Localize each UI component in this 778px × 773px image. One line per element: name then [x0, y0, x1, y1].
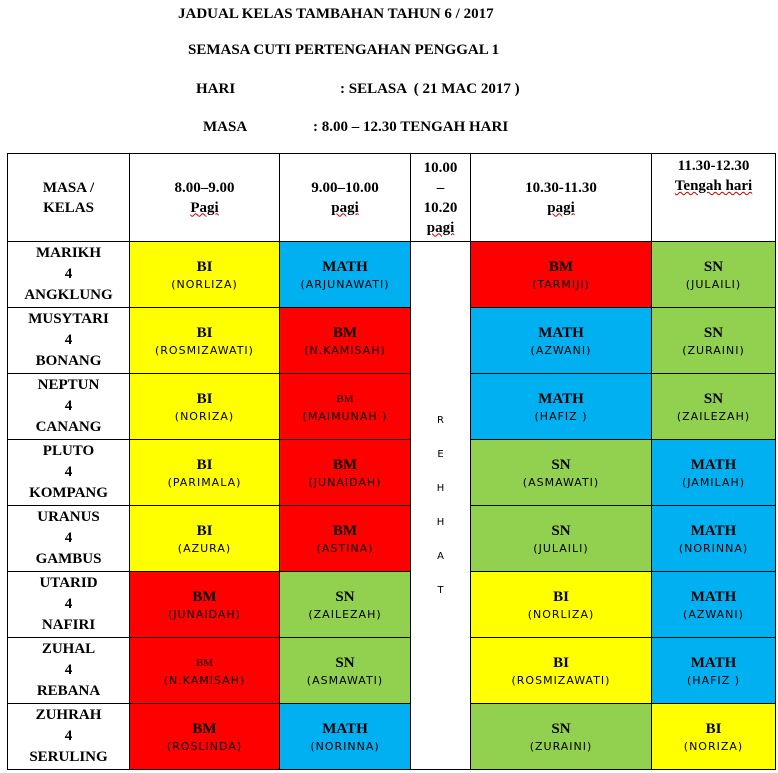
teacher-name: (TARMIJI)	[532, 277, 590, 291]
teacher-name: (HAFIZ )	[687, 673, 740, 687]
class-row	[8, 374, 776, 440]
lesson-cell	[471, 374, 652, 440]
lesson-cell	[280, 308, 411, 374]
class-label-line: 4	[64, 530, 73, 546]
hari-value: : SELASA ( 21 MAC 2017 )	[340, 81, 520, 97]
rehat-letter: H	[436, 482, 445, 494]
class-label-line: ANGKLUNG	[24, 287, 113, 303]
class-label-line: SERULING	[29, 749, 108, 765]
class-name-cell	[8, 572, 130, 638]
class-row	[8, 704, 776, 770]
lesson-cell	[471, 242, 652, 308]
subject-label: SN	[551, 522, 571, 539]
class-label-line: UTARID	[39, 575, 98, 591]
class-name-cell	[8, 506, 130, 572]
lesson-cell	[471, 440, 652, 506]
class-label-line: BONANG	[35, 353, 102, 369]
class-row	[8, 572, 776, 638]
class-label-line: PLUTO	[42, 443, 95, 459]
class-name-cell	[8, 242, 130, 308]
class-label-line: GAMBUS	[35, 551, 102, 567]
class-label-line: 4	[64, 332, 73, 348]
teacher-name: (ZAILEZAH)	[676, 409, 751, 423]
teacher-name: (JUNAIDAH)	[308, 475, 382, 489]
lesson-cell	[652, 242, 776, 308]
teacher-name: (ARJUNAWATI)	[300, 277, 390, 291]
subject-label: MATH	[690, 588, 737, 605]
class-name-cell	[8, 374, 130, 440]
subject-label: MATH	[538, 324, 584, 341]
lesson-cell	[471, 704, 652, 770]
class-name-cell	[8, 308, 130, 374]
lesson-cell	[130, 638, 280, 704]
class-label-line: CANANG	[35, 419, 102, 435]
teacher-name: (NORINNA)	[678, 541, 749, 555]
class-label-line: 4	[64, 596, 73, 612]
lesson-cell	[652, 506, 776, 572]
subject-label: MATH	[322, 720, 368, 737]
teacher-name: (JAMILAH)	[681, 475, 746, 489]
class-label-line: MUSYTARI	[28, 311, 109, 327]
class-label-line: ZUHRAH	[35, 707, 102, 723]
class-name-cell	[8, 704, 130, 770]
lesson-cell	[280, 242, 411, 308]
lesson-cell	[130, 242, 280, 308]
rehat-letter: T	[437, 584, 444, 596]
teacher-name: (ZURAINI)	[529, 739, 593, 753]
subject-label: SN	[335, 588, 355, 605]
subject-label: MATH	[690, 456, 737, 473]
subject-label: BI	[196, 324, 213, 341]
teacher-name: (ASTINA)	[316, 541, 374, 555]
subject-label: SN	[551, 720, 571, 737]
teacher-name: (ZURAINI)	[682, 343, 745, 357]
teacher-name: (N.KAMISAH)	[304, 343, 386, 357]
subject-label: BI	[196, 258, 213, 275]
subject-label: SN	[551, 456, 571, 473]
timetable	[7, 153, 776, 770]
subject-label: BI	[553, 654, 569, 671]
teacher-name: (JULAILI)	[533, 541, 589, 555]
subject-label: BM	[195, 656, 214, 669]
lesson-cell	[130, 440, 280, 506]
teacher-name: (PARIMALA)	[167, 475, 242, 489]
class-label-line: ZUHAL	[41, 641, 96, 657]
lesson-cell	[280, 572, 411, 638]
lesson-cell	[652, 704, 776, 770]
subject-label: MATH	[690, 522, 737, 539]
subject-label: BM	[192, 720, 217, 737]
col-rehat-time: 10.00 – 10.20 pagi	[411, 154, 471, 242]
teacher-name: (ZAILEZAH)	[308, 607, 382, 621]
subject-label: BI	[196, 522, 213, 539]
class-label-line: URANUS	[37, 509, 100, 525]
teacher-name: (JUNAIDAH)	[168, 607, 241, 621]
class-label-line: MARIKH	[36, 245, 101, 261]
teacher-name: (ASMAWATI)	[522, 475, 600, 489]
teacher-name: (ASMAWATI)	[306, 673, 384, 687]
teacher-name: (MAIMUNAH )	[302, 409, 388, 423]
col-slot-1: 8.00–9.00 Pagi	[130, 154, 280, 242]
doc-subtitle: SEMASA CUTI PERTENGAHAN PENGGAL 1	[188, 42, 500, 58]
subject-label: SN	[703, 390, 724, 407]
subject-label: SN	[335, 654, 355, 671]
subject-label: MATH	[322, 258, 368, 275]
subject-label: BM	[332, 324, 358, 341]
lesson-cell	[130, 572, 280, 638]
col-slot-3: 10.30-11.30 pagi	[471, 154, 652, 242]
lesson-cell	[280, 374, 411, 440]
lesson-cell	[471, 638, 652, 704]
class-label-line: 4	[64, 662, 73, 678]
class-label-line: KOMPANG	[29, 485, 108, 501]
subject-label: BI	[196, 456, 213, 473]
class-label-line: NAFIRI	[41, 617, 96, 633]
lesson-cell	[471, 308, 652, 374]
subject-label: BM	[548, 258, 574, 275]
lesson-cell	[652, 638, 776, 704]
teacher-name: (ROSMIZAWATI)	[511, 673, 611, 687]
teacher-name: (NORINNA)	[310, 739, 380, 753]
teacher-name: (ROSLINDA)	[166, 739, 243, 753]
lesson-cell	[130, 374, 280, 440]
subject-label: SN	[703, 324, 724, 341]
lesson-cell	[130, 308, 280, 374]
teacher-name: (NORLIZA)	[171, 277, 238, 291]
teacher-name: (JULAILI)	[685, 277, 742, 291]
subject-label: BI	[705, 720, 722, 737]
lesson-cell	[280, 704, 411, 770]
teacher-name: (AZURA)	[177, 541, 232, 555]
class-row	[8, 506, 776, 572]
subject-label: MATH	[690, 654, 737, 671]
teacher-name: (NORLIZA)	[527, 607, 595, 621]
subject-label: BM	[192, 588, 217, 605]
col-slot-4: 11.30-12.30 Tengah hari	[652, 154, 776, 242]
lesson-cell	[280, 506, 411, 572]
lesson-cell	[280, 440, 411, 506]
lesson-cell	[471, 572, 652, 638]
class-name-cell	[8, 440, 130, 506]
class-name-cell	[8, 638, 130, 704]
subject-label: BM	[332, 522, 358, 539]
class-label-line: 4	[64, 728, 73, 744]
teacher-name: (AZWANI)	[530, 343, 592, 357]
subject-label: BM	[336, 392, 354, 405]
subject-label: BM	[332, 456, 358, 473]
teacher-name: (HAFIZ )	[534, 409, 588, 423]
class-label-line: NEPTUN	[37, 377, 100, 393]
class-row	[8, 638, 776, 704]
subject-label: SN	[703, 258, 724, 275]
class-label-line: 4	[64, 398, 73, 414]
masa-value: : 8.00 – 12.30 TENGAH HARI	[313, 119, 509, 135]
rehat-letter: H	[436, 516, 445, 528]
class-row	[8, 308, 776, 374]
class-label-line: 4	[64, 464, 73, 480]
rehat-cell	[411, 242, 471, 770]
teacher-name: (NORIZA)	[683, 739, 744, 753]
lesson-cell	[652, 572, 776, 638]
rehat-letter: R	[437, 414, 444, 426]
class-label-line: REBANA	[36, 683, 101, 699]
teacher-name: (AZWANI)	[683, 607, 744, 621]
class-row	[8, 242, 776, 308]
class-label-line: 4	[64, 266, 73, 282]
lesson-cell	[280, 638, 411, 704]
lesson-cell	[130, 704, 280, 770]
lesson-cell	[471, 506, 652, 572]
teacher-name: (N.KAMISAH)	[163, 673, 246, 687]
rehat-letter: E	[437, 448, 444, 460]
subject-label: MATH	[538, 390, 584, 407]
subject-label: BI	[553, 588, 569, 605]
teacher-name: (NORIZA)	[174, 409, 235, 423]
lesson-cell	[652, 308, 776, 374]
class-row	[8, 440, 776, 506]
lesson-cell	[652, 440, 776, 506]
lesson-cell	[652, 374, 776, 440]
lesson-cell	[130, 506, 280, 572]
doc-title: JADUAL KELAS TAMBAHAN TAHUN 6 / 2017	[178, 6, 494, 22]
header-row	[8, 154, 776, 242]
masa-label: MASA	[203, 119, 248, 135]
rehat-letter: A	[437, 550, 444, 562]
subject-label: BI	[196, 390, 213, 407]
col-masa-kelas: MASA / KELAS	[8, 154, 130, 242]
hari-label: HARI	[196, 81, 236, 97]
teacher-name: (ROSMIZAWATI)	[155, 343, 254, 357]
col-slot-2: 9.00–10.00 pagi	[280, 154, 411, 242]
